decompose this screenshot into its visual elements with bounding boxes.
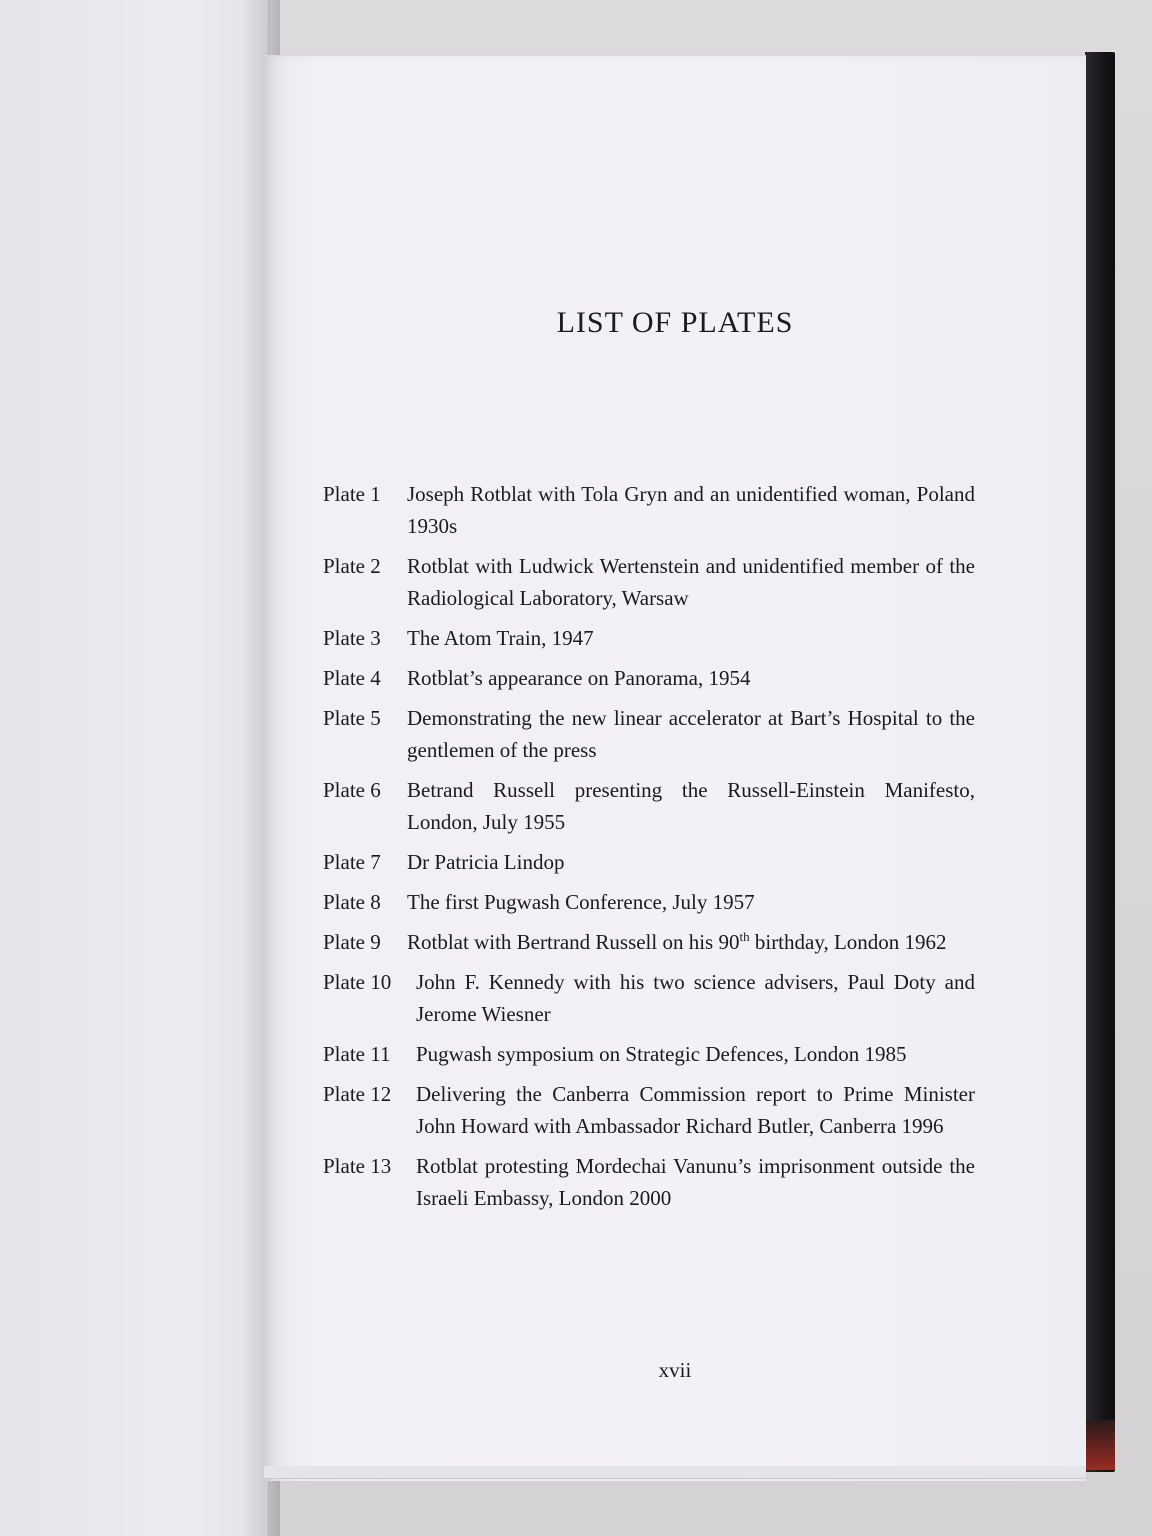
plate-label: Plate 12 xyxy=(323,1082,392,1106)
plate-label: Plate 2 xyxy=(323,554,381,578)
plate-label: Plate 4 xyxy=(323,666,381,690)
plate-label: Plate 11 xyxy=(323,1042,391,1066)
page-number: xvii xyxy=(658,1358,692,1382)
book-cover-edge xyxy=(1085,52,1115,1472)
plate-caption: Demonstrating the new linear accelerator at Bart’s Hospital to the gentlemen of the press xyxy=(407,706,975,762)
plate-entry xyxy=(323,622,975,654)
plate-entry xyxy=(323,1150,975,1214)
plate-entry xyxy=(323,1038,975,1070)
plate-entry xyxy=(323,886,975,918)
plate-label: Plate 10 xyxy=(323,970,392,994)
plate-caption: Rotblat protesting Mordechai Vanunu’s imprisonment outside the Israeli Embassy, London 2000 xyxy=(416,1154,975,1210)
plate-entry xyxy=(323,774,975,838)
plate-entry xyxy=(323,550,975,614)
plate-entry xyxy=(323,478,975,542)
facing-page xyxy=(0,0,269,1536)
plate-caption: Dr Patricia Lindop xyxy=(407,850,565,874)
plate-label: Plate 9 xyxy=(323,930,381,954)
plate-label: Plate 7 xyxy=(323,850,381,874)
plate-caption: Pugwash symposium on Strategic Defences, London 1985 xyxy=(416,1042,907,1066)
plate-caption: The Atom Train, 1947 xyxy=(407,626,594,650)
page-title: LIST OF PLATES xyxy=(556,306,794,339)
plate-caption xyxy=(407,926,975,958)
plate-caption-part: birthday, London 1962 xyxy=(749,930,947,954)
plate-caption: Betrand Russell presenting the Russell-Einstein Manifesto, London, July 1955 xyxy=(407,778,975,834)
plate-caption: John F. Kennedy with his two science advisers, Paul Doty and Jerome Wiesner xyxy=(416,970,975,1026)
plate-label: Plate 8 xyxy=(323,890,381,914)
plate-entry xyxy=(323,1078,975,1142)
plate-label: Plate 1 xyxy=(323,482,381,506)
plate-entry xyxy=(323,966,975,1030)
plates-list xyxy=(323,478,975,1222)
plate-entry xyxy=(323,926,975,958)
plate-label: Plate 3 xyxy=(323,626,381,650)
book-cover-edge-red xyxy=(1085,1420,1115,1470)
plate-caption: Rotblat’s appearance on Panorama, 1954 xyxy=(407,666,751,690)
ordinal-superscript: th xyxy=(739,929,750,944)
plate-label: Plate 13 xyxy=(323,1154,392,1178)
plate-caption: Rotblat with Ludwick Wertenstein and unidentified member of the Radiological Laboratory, Warsaw xyxy=(407,554,975,610)
plate-label: Plate 5 xyxy=(323,706,381,730)
plate-caption: Delivering the Canberra Commission report to Prime Minister John Howard with Ambassador Richard Butler, Canberra 1996 xyxy=(416,1082,975,1138)
plate-caption: The first Pugwash Conference, July 1957 xyxy=(407,890,755,914)
plate-caption-part: Rotblat with Bertrand Russell on his 90 xyxy=(407,930,740,954)
plate-entry xyxy=(323,846,975,878)
plate-caption: Joseph Rotblat with Tola Gryn and an unidentified woman, Poland 1930s xyxy=(407,482,975,538)
page-stack-edge xyxy=(264,1466,1086,1479)
plate-entry xyxy=(323,702,975,766)
plate-entry xyxy=(323,662,975,694)
plate-label: Plate 6 xyxy=(323,778,381,802)
